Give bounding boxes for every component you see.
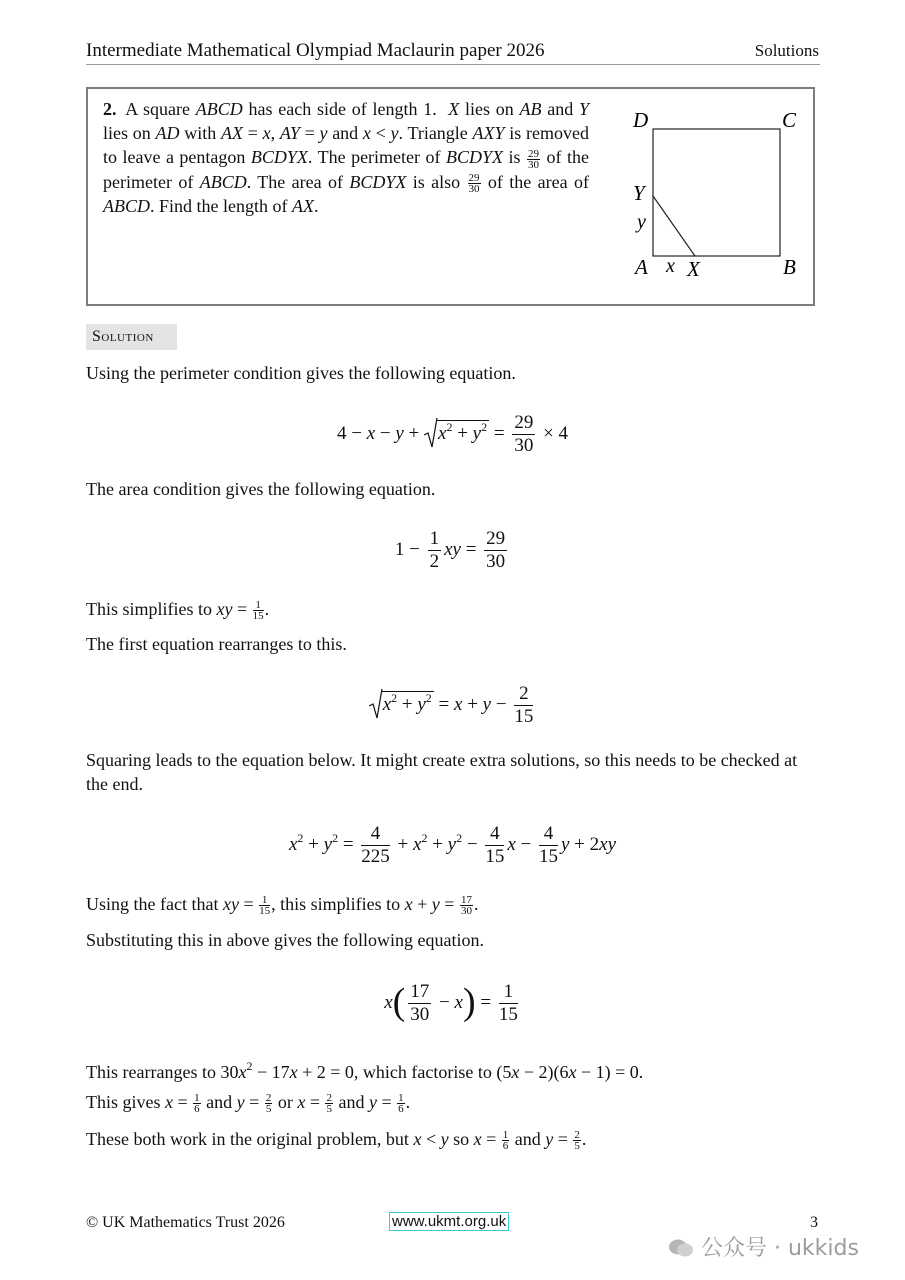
watermark [668, 1231, 859, 1262]
header-title: Intermediate Mathematical Olympiad Maclaurin paper 2026 [86, 40, 545, 61]
label-x: X [687, 257, 700, 281]
solution-paragraph: The area condition gives the following equation. [86, 479, 436, 499]
rearranged-equation: $x^2 + y^2 = x + y$ − $\frac{2}{15}$ [0, 683, 905, 728]
solution-paragraph: These both work in the original problem, but x < y so x = $\frac{1}{6}$ and y = $\frac{2}{5}$ . [86, 1129, 587, 1153]
label-y-length: y [637, 211, 646, 233]
header-section: Solutions [754, 41, 819, 60]
solution-paragraph: The first equation rearranges to this. [86, 634, 347, 654]
solution-heading: Solution [86, 324, 177, 350]
solution-paragraph: Substituting this in above gives the following equation. [86, 930, 484, 950]
area-equation: 1 − $\frac{1}{2}$ xy = $\frac{29}{30}$ [394, 528, 506, 572]
solution-paragraph: Using the perimeter condition gives the following equation. [86, 363, 516, 383]
wechat-icon [668, 1238, 694, 1258]
label-a: A [635, 255, 648, 279]
label-b: B [783, 255, 796, 279]
watermark-text: 公众号 · ukkids [701, 1236, 859, 1261]
problem-statement: 2. A square ABCD has each side of length 1. X lies on AB and Y lies on AD with AX = x, AY = y and x < y. Triangle AXY is removed to leave a pentagon BCDYX. The perimeter of BCDYX is $\frac{29}{30}$ of the perimeter of ABCD. The area of BCDYX is also $\frac{29}{30}$ of the area of ABCD. Find the length of AX. [103, 99, 589, 217]
solution-paragraph: This gives x = $\frac{1}{6}$ and y = $\frac{2}{5}$ or x = $\frac{2}{5}$ and y = $\frac{1}{6}$ . [86, 1092, 411, 1116]
square-diagram [625, 102, 815, 292]
solution-paragraph: This rearranges to $30x^2 - 17x + 2 = 0$, which factorise to (5x − 2)(6x − 1) = 0. [86, 1059, 644, 1082]
label-d: D [633, 108, 649, 132]
solution-paragraph: This simplifies to xy = $\frac{1}{15}$ . [86, 599, 270, 623]
header-divider [86, 64, 820, 65]
square-abcd [653, 129, 780, 256]
problem-number: 2. [103, 99, 117, 119]
substituted-equation: x( $\frac{17}{30}$ − x) = $\frac{1}{15}$ [384, 981, 518, 1026]
footer-website-link[interactable]: www.ukmt.org.uk [389, 1212, 509, 1231]
label-x-length: x [666, 255, 675, 277]
segment-xy [653, 196, 695, 256]
footer-copyright: © UK Mathematics Trust 2026 [86, 1214, 285, 1231]
page-number: 3 [810, 1214, 818, 1231]
label-c: C [782, 108, 797, 132]
solution-paragraph: Squaring leads to the equation below. It might create extra solutions, so this needs to be checked at the end. [86, 750, 798, 794]
squared-equation: $x^2 + y^2$ = $\frac{4}{225}$ + $x^2 + y^2$ − $\frac{4}{15}$ x − $\frac{4}{15}$ y + 2xy [288, 823, 617, 867]
solution-paragraph: Using the fact that xy = $\frac{1}{15}$ , this simplifies to x + y = $\frac{17}{30}$ . [86, 894, 479, 918]
label-y: Y [633, 181, 645, 205]
perimeter-equation: 4 − x − y + $x^2 + y^2$ = $\frac{29}{30}$ × 4 [336, 412, 569, 456]
